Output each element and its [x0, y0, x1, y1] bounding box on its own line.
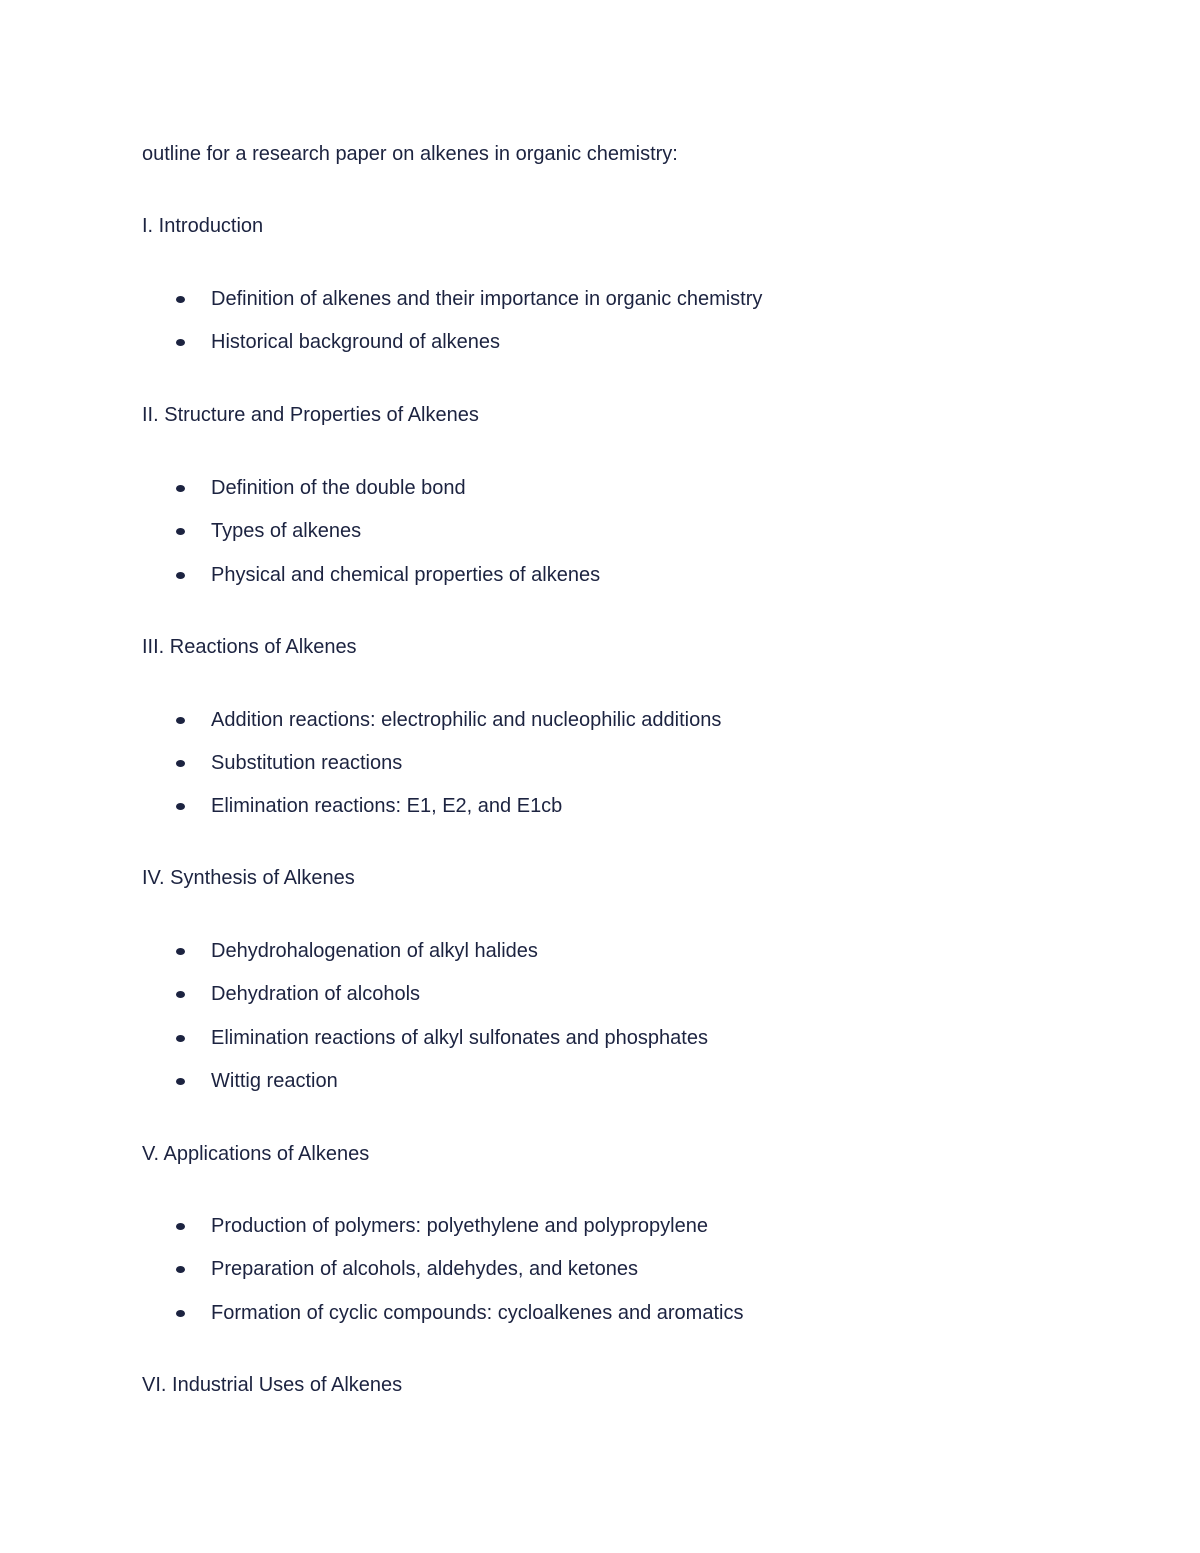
- bullet-icon: [176, 528, 185, 535]
- list-item: [176, 708, 721, 732]
- bullet-icon: [176, 717, 185, 724]
- list-item: [176, 1069, 338, 1093]
- section-heading-structure: II. Structure and Properties of Alkenes: [142, 404, 479, 426]
- list-item-text: Elimination reactions: E1, E2, and E1cb: [211, 795, 563, 817]
- bullet-icon: [176, 1310, 185, 1317]
- list-item: [176, 330, 500, 354]
- list-item-text: Production of polymers: polyethylene and polypropylene: [211, 1215, 708, 1237]
- list-item-text: Definition of the double bond: [211, 477, 466, 499]
- list-item: [176, 794, 562, 818]
- bullet-icon: [176, 803, 185, 810]
- bullet-icon: [176, 1266, 185, 1273]
- list-item: [176, 287, 762, 311]
- list-item-text: Definition of alkenes and their importance in organic chemistry: [211, 288, 763, 310]
- list-item: [176, 563, 600, 587]
- list-item-text: Elimination reactions of alkyl sulfonates and phosphates: [211, 1027, 708, 1049]
- bullet-icon: [176, 1223, 185, 1230]
- bullet-icon: [176, 339, 185, 346]
- section-heading-reactions: III. Reactions of Alkenes: [142, 636, 357, 658]
- intro-text: outline for a research paper on alkenes in organic chemistry:: [142, 143, 678, 165]
- bullet-icon: [176, 1078, 185, 1085]
- list-item-text: Dehydrohalogenation of alkyl halides: [211, 940, 538, 962]
- list-item-text: Physical and chemical properties of alkenes: [211, 564, 601, 586]
- list-item-text: Types of alkenes: [211, 520, 362, 542]
- bullet-icon: [176, 572, 185, 579]
- section-heading-synthesis: IV. Synthesis of Alkenes: [142, 867, 355, 889]
- list-item-text: Historical background of alkenes: [211, 331, 501, 353]
- bullet-icon: [176, 948, 185, 955]
- list-item-text: Formation of cyclic compounds: cycloalkenes and aromatics: [211, 1302, 744, 1324]
- bullet-icon: [176, 1035, 185, 1042]
- list-item: [176, 1301, 743, 1325]
- bullet-icon: [176, 296, 185, 303]
- list-item-text: Preparation of alcohols, aldehydes, and ketones: [211, 1258, 638, 1280]
- list-item: [176, 519, 361, 543]
- list-item: [176, 476, 466, 500]
- section-heading-introduction: I. Introduction: [142, 215, 264, 237]
- list-item-text: Substitution reactions: [211, 752, 403, 774]
- list-item: [176, 1214, 708, 1238]
- bullet-icon: [176, 485, 185, 492]
- list-item: [176, 939, 538, 963]
- bullet-icon: [176, 991, 185, 998]
- list-item: [176, 1026, 708, 1050]
- bullet-icon: [176, 760, 185, 767]
- section-heading-industrial-uses: VI. Industrial Uses of Alkenes: [142, 1374, 403, 1396]
- section-heading-applications: V. Applications of Alkenes: [142, 1143, 370, 1165]
- list-item-text: Dehydration of alcohols: [211, 983, 421, 1005]
- list-item-text: Wittig reaction: [211, 1070, 338, 1092]
- list-item: [176, 751, 402, 775]
- list-item: [176, 1257, 638, 1281]
- list-item: [176, 982, 420, 1006]
- list-item-text: Addition reactions: electrophilic and nucleophilic additions: [211, 709, 722, 731]
